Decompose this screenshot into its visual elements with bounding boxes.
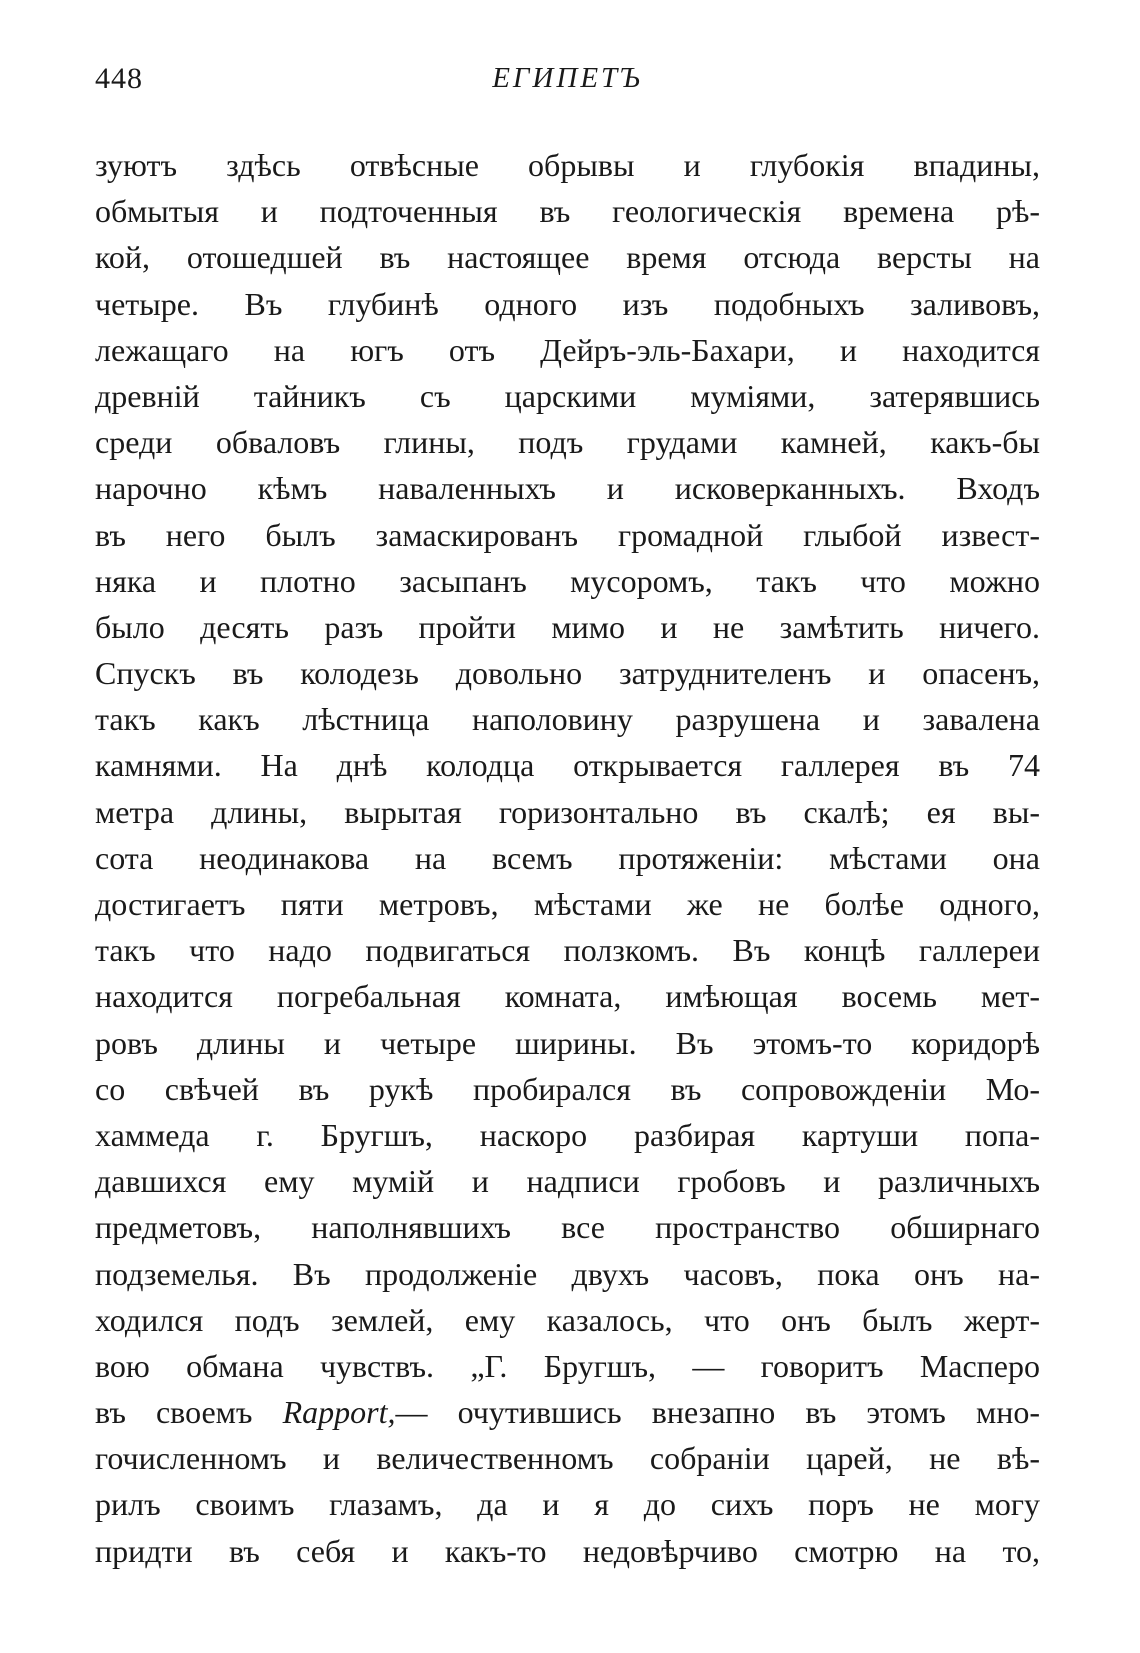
text-line: въ него былъ замаскированъ громадной глыбой извест- — [95, 516, 1040, 553]
text-line: предметовъ, наполнявшихъ все пространство обширнаго — [95, 1209, 1040, 1246]
text-line: гочисленномъ и величественномъ собраніи царей, не вѣ- — [95, 1440, 1040, 1477]
page-header — [95, 62, 1040, 102]
text-line: ровъ длины и четыре ширины. Въ этомъ-то коридорѣ — [95, 1024, 1040, 1061]
running-head: ЕГИПЕТЪ — [492, 62, 643, 94]
text-line: достигаетъ пяти метровъ, мѣстами же не болѣе одного, — [95, 886, 1040, 922]
text-line: четыре. Въ глубинѣ одного изъ подобныхъ заливовъ, — [95, 285, 1040, 322]
text-line: находится погребальная комната, имѣющая восемь мет- — [95, 978, 1040, 1015]
text-line: кой, отошедшей въ настоящее время отсюда версты на — [95, 239, 1040, 276]
body-text — [95, 142, 1040, 1574]
text-line: рилъ своимъ глазамъ, да и я до сихъ поръ не могу — [95, 1486, 1040, 1523]
text-line: придти въ себя и какъ-то недовѣрчиво смотрю на то, — [95, 1532, 1040, 1569]
text-line: такъ какъ лѣстница наполовину разрушена и завалена — [95, 701, 1040, 738]
text-line: древній тайникъ съ царскими муміями, затерявшись — [95, 377, 1040, 414]
text-line: зуютъ здѣсь отвѣсные обрывы и глубокія впадины, — [95, 147, 1040, 183]
text-line: вою обмана чувствъ. „Г. Бругшъ, — говоритъ Масперо — [95, 1347, 1040, 1384]
text-line: Спускъ въ колодезь довольно затруднителенъ и опасенъ, — [95, 655, 1040, 692]
text-line: было десять разъ пройти мимо и не замѣтить ничего. — [95, 608, 1040, 645]
page-number: 448 — [95, 62, 143, 95]
text-line: сота неодинакова на всемъ протяженіи: мѣстами она — [95, 839, 1040, 876]
text-line: обмытыя и подточенныя въ геологическія времена рѣ- — [95, 193, 1040, 230]
text-line: со свѣчей въ рукѣ пробирался въ сопровожденіи Мо- — [95, 1070, 1040, 1107]
rapport-before: въ своемъ — [95, 1394, 283, 1431]
text-line-rapport — [95, 1389, 1040, 1435]
text-line: среди обваловъ глины, подъ грудами камней, какъ-бы — [95, 424, 1040, 461]
text-line: подземелья. Въ продолженіе двухъ часовъ, пока онъ на- — [95, 1255, 1040, 1292]
text-line: хаммеда г. Бругшъ, наскоро разбирая картуши попа- — [95, 1116, 1040, 1153]
text-line: няка и плотно засыпанъ мусоромъ, такъ что можно — [95, 562, 1040, 599]
text-line: камнями. На днѣ колодца открывается галлерея въ 74 — [95, 747, 1040, 784]
text-line: лежащаго на югъ отъ Дейръ-эль-Бахари, и находится — [95, 331, 1040, 368]
text-line: метра длины, вырытая горизонтально въ скалѣ; ея вы- — [95, 793, 1040, 830]
rapport-after: — очутившись внезапно въ этомъ мно- — [395, 1394, 1040, 1431]
text-line: нарочно кѣмъ наваленныхъ и исковерканныхъ. Входъ — [95, 470, 1040, 507]
text-line: ходился подъ землей, ему казалось, что онъ былъ жерт- — [95, 1301, 1040, 1338]
rapport-title-italic: Rapport, — [282, 1394, 396, 1431]
text-line: такъ что надо подвигаться ползкомъ. Въ концѣ галлереи — [95, 932, 1040, 969]
text-line: давшихся ему мумій и надписи гробовъ и различныхъ — [95, 1163, 1040, 1200]
